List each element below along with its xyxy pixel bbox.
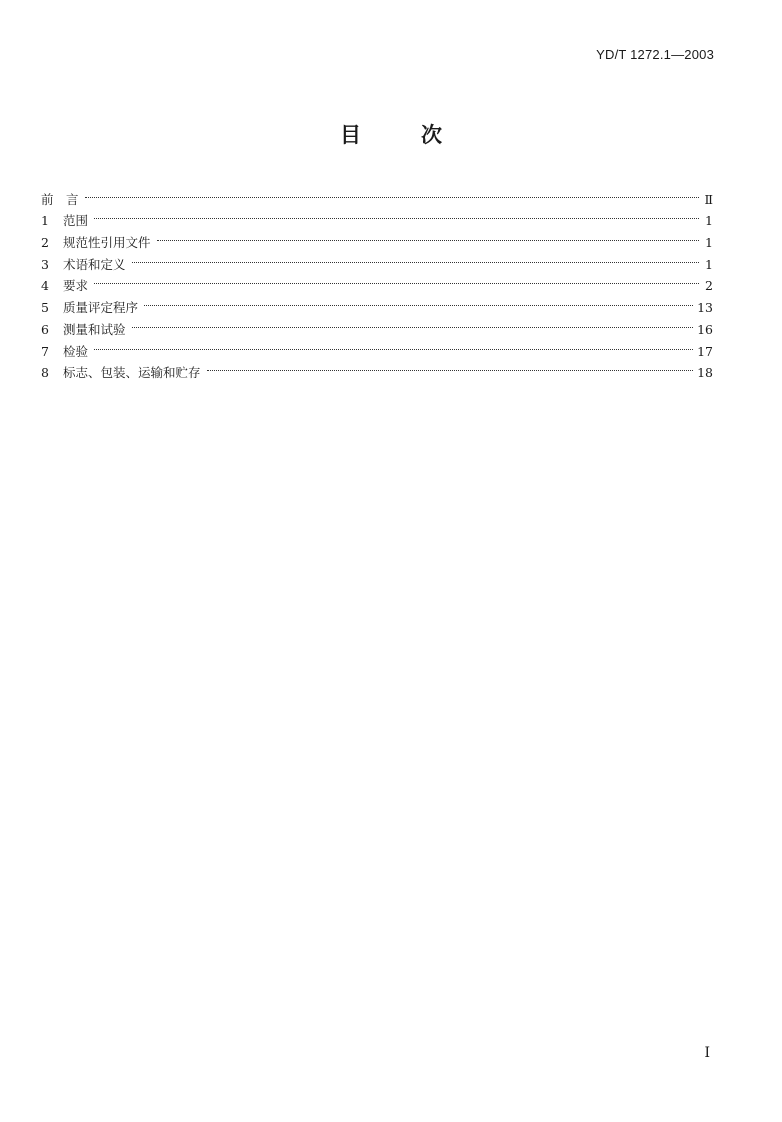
toc-entry-page: 2	[705, 278, 713, 294]
page-number: I	[704, 1045, 710, 1061]
toc-entry-label: 检验	[63, 343, 89, 359]
toc-entry-page: 16	[697, 321, 713, 337]
toc-entry-terms-definitions[interactable]	[41, 247, 713, 272]
dot-leader	[144, 290, 693, 312]
toc-entry-scope[interactable]	[41, 204, 713, 229]
toc-entry-number: 5	[41, 300, 49, 316]
toc-entry-inspection[interactable]	[41, 334, 713, 359]
toc-entry-marking-packaging[interactable]	[41, 356, 713, 381]
toc-entry-page: 1	[705, 235, 713, 251]
toc-entry-page: 13	[697, 300, 713, 316]
toc-entry-label: 要求	[63, 278, 89, 294]
toc-entry-page: 1	[705, 213, 713, 229]
dot-leader	[94, 204, 699, 226]
standard-code: YD/T 1272.1—2003	[596, 47, 714, 62]
toc-entry-label: 标志、包装、运输和贮存	[63, 365, 201, 381]
toc-entry-number: 2	[41, 235, 49, 251]
toc-entry-page: 18	[697, 365, 713, 381]
toc-entry-foreword[interactable]	[41, 182, 713, 207]
toc-entry-page: 1	[705, 256, 713, 272]
dot-leader	[85, 182, 699, 204]
dot-leader	[94, 334, 693, 356]
toc-entry-label: 质量评定程序	[63, 300, 139, 316]
toc-entry-number: 6	[41, 321, 49, 337]
toc-entry-number: 4	[41, 278, 49, 294]
toc-entry-label: 范围	[63, 213, 89, 229]
dot-leader	[132, 247, 699, 269]
toc-entry-number: 3	[41, 256, 49, 272]
toc-entry-label: 术语和定义	[63, 256, 126, 272]
toc-entry-label: 规范性引用文件	[63, 235, 151, 251]
toc-entry-page: Ⅱ	[704, 191, 713, 207]
toc-entry-page: 17	[697, 343, 713, 359]
dot-leader	[157, 225, 699, 247]
dot-leader	[207, 356, 694, 378]
toc-entry-measurement-tests[interactable]	[41, 312, 713, 337]
dot-leader	[94, 269, 699, 291]
toc-entry-requirements[interactable]	[41, 269, 713, 294]
toc-entry-quality-assessment[interactable]	[41, 290, 713, 316]
toc-entry-label: 前 言	[41, 191, 79, 207]
table-of-contents	[41, 182, 713, 381]
title-char-2: 次	[421, 123, 442, 147]
title-char-1: 目	[340, 123, 361, 147]
toc-entry-number: 1	[41, 213, 49, 229]
toc-entry-number: 7	[41, 343, 49, 359]
toc-entry-label: 测量和试验	[63, 321, 126, 337]
dot-leader	[132, 312, 694, 334]
page-title	[0, 119, 782, 149]
toc-entry-number: 8	[41, 365, 49, 381]
toc-entry-normative-references[interactable]	[41, 225, 713, 251]
